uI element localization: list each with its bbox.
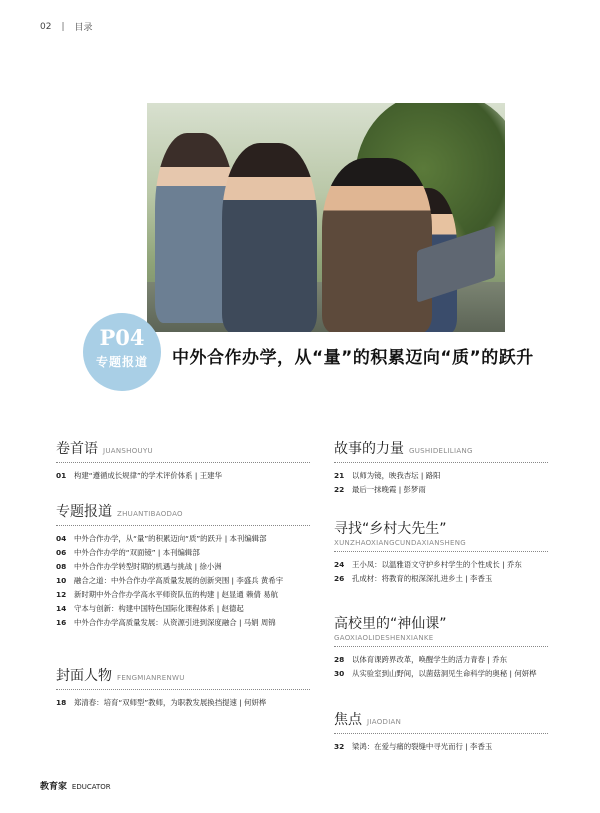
toc-entry[interactable] (334, 572, 548, 586)
section-divider (334, 462, 548, 463)
toc-entry[interactable] (334, 558, 548, 572)
toc-entry-text: 守本与创新：构建中国特色国际化课程体系 | 赵德起 (74, 604, 244, 613)
toc-page-number: 26 (334, 574, 345, 583)
toc-page-number: 08 (56, 562, 67, 571)
section-pinyin: GAOXIAOLIDESHENXIANKE (334, 634, 434, 642)
toc-entry[interactable] (334, 667, 548, 681)
section-jiaodian (334, 709, 548, 754)
toc-entry-text: 郑清春：培育“双师型”教师，为职教发展换挡提速 | 何妍桦 (74, 698, 267, 707)
toc-entry-text: 以体育课跨界改革，唤醒学生的活力青春 | 乔东 (352, 655, 508, 664)
section-title: 寻找“乡村大先生” (334, 521, 447, 537)
magazine-name-zh: 教育家 (40, 782, 68, 792)
section-gushidelililang (334, 438, 548, 497)
toc-entry[interactable] (334, 469, 548, 483)
section-pinyin: FENGMIANRENWU (117, 674, 185, 682)
section-title: 卷首语 (56, 441, 98, 457)
toc-page-number: 14 (56, 604, 67, 613)
toc-entry[interactable] (56, 602, 310, 616)
magazine-name-en: EDUCATOR (71, 783, 111, 791)
header-separator: | (61, 21, 65, 32)
cover-photo (147, 103, 505, 332)
section-title: 焦点 (334, 712, 362, 728)
toc-entry[interactable] (56, 588, 310, 602)
toc-entry[interactable] (56, 560, 310, 574)
magazine-footer (40, 779, 111, 792)
toc-entry-text: 中外合作办学高质量发展：从资源引进到深度融合 | 马娟 周锦 (74, 618, 276, 627)
toc-entry-text: 孔成材：将教育的根深深扎进乡土 | 李香玉 (352, 574, 493, 583)
toc-entry-text: 最后一抹晚霞 | 彭梦雨 (352, 485, 426, 494)
section-shenxianke (334, 613, 548, 681)
photo-student (222, 143, 317, 332)
toc-page-number: 28 (334, 655, 345, 664)
toc-page-number: 22 (334, 485, 345, 494)
section-title: 故事的力量 (334, 441, 404, 457)
section-title: 专题报道 (56, 504, 112, 520)
page-header (40, 20, 93, 33)
toc-page-number: 24 (334, 560, 345, 569)
header-title: 目录 (74, 23, 93, 33)
section-divider (56, 689, 310, 690)
toc-entry-text: 融合之道：中外合作办学高质量发展的创新突围 | 李盛兵 黄希宇 (74, 576, 284, 585)
toc-entry[interactable] (56, 532, 310, 546)
feature-badge (83, 313, 161, 391)
toc-entry[interactable] (334, 740, 548, 754)
toc-page-number: 30 (334, 669, 345, 678)
toc-page-number: 06 (56, 548, 67, 557)
toc-entry[interactable] (334, 653, 548, 667)
section-divider (334, 551, 548, 552)
section-fengmianrenwu (56, 665, 310, 710)
toc-page-number: 04 (56, 534, 67, 543)
toc-entry-text: 以师为镜，映我杏坛 | 路阳 (352, 471, 441, 480)
toc-entry[interactable] (56, 469, 310, 483)
section-juanshouyu (56, 438, 310, 483)
toc-entry[interactable] (56, 546, 310, 560)
toc-entry-text: 中外合作办学，从“量”的积累迈向“质”的跃升 | 本刊编辑部 (74, 534, 267, 543)
toc-page-number: 01 (56, 471, 67, 480)
toc-entry[interactable] (56, 696, 310, 710)
section-divider (56, 462, 310, 463)
toc-page-number: 32 (334, 742, 345, 751)
toc-entry[interactable] (56, 616, 310, 630)
section-pinyin: XUNZHAOXIANGCUNDAXIANSHENG (334, 539, 467, 547)
toc-entry-text: 中外合作办学的“双面镜” | 本刊编辑部 (74, 548, 200, 557)
feature-headline[interactable]: 中外合作办学，从“量”的积累迈向“质”的跃升 (172, 348, 534, 368)
toc-entry-text: 构建“遵循成长规律”的学术评价体系 | 王建华 (74, 471, 222, 480)
feature-badge-code: P04 (99, 325, 145, 350)
toc-page-number: 18 (56, 698, 67, 707)
section-divider (334, 733, 548, 734)
toc-entry[interactable] (56, 574, 310, 588)
toc-page-number: 16 (56, 618, 67, 627)
section-pinyin: GUSHIDELILIANG (409, 447, 473, 455)
section-title: 高校里的“神仙课” (334, 616, 447, 632)
toc-entry[interactable] (334, 483, 548, 497)
page-number: 02 (40, 21, 52, 32)
photo-student (322, 158, 432, 332)
feature-badge-label: 专题报道 (95, 355, 148, 369)
toc-entry-text: 从实验室到山野间，以菌菇洞见生命科学的奥秘 | 何妍桦 (352, 669, 537, 678)
toc-entry-text: 王小凤：以温雅语文守护乡村学生的个性成长 | 乔东 (352, 560, 522, 569)
toc-entry-text: 中外合作办学转型时期的机遇与挑战 | 徐小洲 (74, 562, 222, 571)
section-divider (56, 525, 310, 526)
section-title: 封面人物 (56, 668, 112, 684)
section-xunzhao (334, 518, 548, 586)
section-pinyin: JUANSHOUYU (103, 447, 153, 455)
section-zhuantibaodao (56, 501, 310, 630)
toc-page-number: 21 (334, 471, 345, 480)
toc-page-number: 12 (56, 590, 67, 599)
section-pinyin: ZHUANTIBAODAO (117, 510, 183, 518)
toc-page-number: 10 (56, 576, 67, 585)
toc-entry-text: 新时期中外合作办学高水平师资队伍的构建 | 赵显通 赖倩 易航 (74, 590, 279, 599)
section-pinyin: JIAODIAN (367, 718, 402, 726)
toc-entry-text: 梁鸿：在爱与痛的裂缝中寻光而行 | 李香玉 (352, 742, 493, 751)
section-divider (334, 646, 548, 647)
